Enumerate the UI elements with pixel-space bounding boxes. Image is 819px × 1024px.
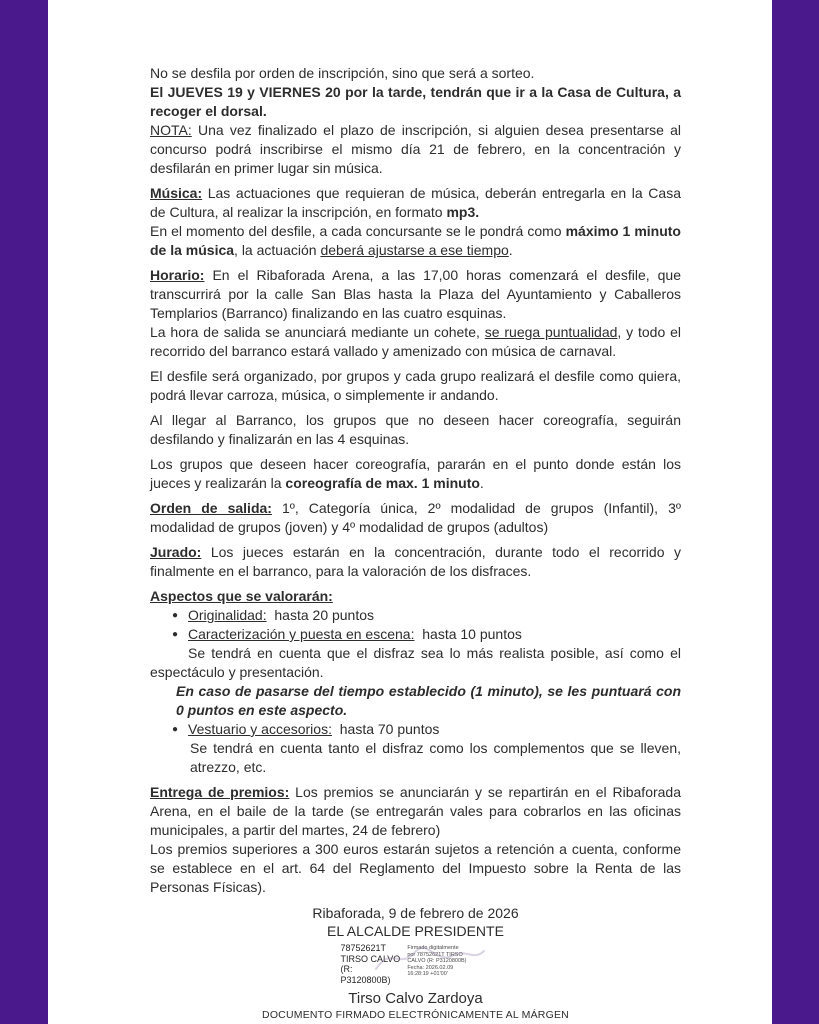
- text-run: Los premios se anunciarán y se repartirán en el Ribaforada Arena, en el baile de la tarde (se entregarán vales para cobrarlos en las oficinas municipales, a partir del martes, 24 de febrero): [150, 784, 681, 838]
- bullet-icon: ●: [172, 610, 179, 621]
- paragraph: [150, 783, 681, 840]
- text-run: Vestuario y accesorios:: [188, 721, 332, 737]
- bullet-item: [150, 625, 681, 644]
- text-run: El desfile será organizado, por grupos y cada grupo realizará el desfile como quiera, podrá llevar carroza, música, o simplemente ir andando.: [150, 368, 681, 403]
- text-run: .: [508, 242, 513, 258]
- stamp-detail-line: Firmado digitalmente: [407, 945, 459, 951]
- bullet-icon: ●: [172, 724, 179, 735]
- paragraph: [150, 367, 681, 405]
- paragraph: [190, 739, 681, 777]
- paragraph: [150, 543, 681, 581]
- text-run: hasta 10 puntos: [414, 626, 522, 642]
- text-run: .: [479, 475, 484, 491]
- paragraph: [150, 455, 681, 493]
- bullet-icon: ●: [172, 629, 179, 640]
- paragraph: [150, 184, 681, 222]
- text-run: Entrega de premios:: [150, 784, 290, 800]
- paragraph: [176, 682, 681, 720]
- stamp-detail-line: CALVO (R: P3120800B): [407, 958, 467, 964]
- paragraph: [150, 323, 681, 361]
- stamp-id-line: 78752621T: [340, 943, 386, 953]
- text-run: deberá ajustarse a ese tiempo: [320, 242, 509, 258]
- text-run: En caso de pasarse del tiempo establecido (1 minuto), se les puntuará con 0 puntos en este aspecto.: [176, 683, 681, 718]
- text-run: Originalidad:: [188, 607, 267, 623]
- text-run: 1º, Categoría única, 2º modalidad de grupos (Infantil), 3º modalidad de grupos (joven) y 4º modalidad de grupos (adultos): [150, 500, 681, 535]
- paragraph: [150, 840, 681, 897]
- text-run: Una vez finalizado el plazo de inscripción, si alguien desea presentarse al concurso podrá inscribirse el mismo día 21 de febrero, en la concentración y desfilarán en primer lugar sin música.: [150, 122, 681, 176]
- text-run: En el momento del desfile, a cada concursante se le pondrá como: [150, 223, 566, 239]
- text-run: Los jueces estarán en la concentración, durante todo el recorrido y finalmente en el barranco, para la valoración de los disfraces.: [150, 544, 681, 579]
- footer-note: DOCUMENTO FIRMADO ELECTRÓNICAMENTE AL MÁRGEN: [262, 1009, 569, 1021]
- text-run: No se desfila por orden de inscripción, sino que será a sorteo.: [150, 65, 535, 81]
- text-run: La hora de salida se anunciará mediante un cohete,: [150, 324, 485, 340]
- paragraph: [150, 83, 681, 121]
- text-run: Se tendrá en cuenta tanto el disfraz como los complementos que se lleven, atrezzo, etc.: [190, 740, 681, 775]
- signer-name: Tirso Calvo Zardoya: [348, 990, 483, 1007]
- text-run: se ruega puntualidad: [484, 324, 618, 340]
- paragraph: [150, 266, 681, 323]
- text-run: hasta 20 puntos: [266, 607, 375, 623]
- text-run: Jurado:: [150, 544, 202, 560]
- text-run: Música:: [150, 185, 203, 201]
- document-page: [48, 0, 772, 1024]
- stamp-detail-line: 16:28:19 +01'00': [407, 971, 448, 977]
- text-run: Las actuaciones que requieran de música, deberán entregarla en la Casa de Cultura, al realizar la inscripción, en formato: [150, 185, 681, 220]
- text-run: NOTA:: [150, 122, 192, 138]
- document-body: [150, 64, 681, 897]
- text-run: En el Ribaforada Arena, a las 17,00 horas comenzará el desfile, que transcurrirá por la calle San Blas hasta la Plaza del Ayuntamiento y Caballeros Templarios (Barranco) finalizando en las cuatro esquinas.: [150, 267, 681, 321]
- stamp-detail-line: Fecha: 2026.02.09: [407, 964, 454, 971]
- text-run: hasta 70 puntos: [331, 721, 440, 737]
- paragraph: [150, 587, 681, 606]
- text-run: Al llegar al Barranco, los grupos que no deseen hacer coreografía, seguirán desfilando y finalizarán en las 4 esquinas.: [150, 412, 681, 447]
- stamp-detail-text: [407, 943, 466, 978]
- stamp-id-text: [340, 943, 400, 985]
- text-run: Aspectos que se valorarán:: [150, 588, 333, 604]
- paragraph: [150, 64, 681, 83]
- paragraph: [150, 121, 681, 178]
- text-run: coreografía de max. 1 minuto: [285, 475, 480, 491]
- paragraph: [150, 411, 681, 449]
- text-run: , la actuación: [234, 242, 321, 258]
- bullet-item: [150, 606, 681, 625]
- text-run: , y todo el recorrido del barranco estará vallado y amenizado con música de carnaval.: [150, 324, 681, 359]
- digital-signature-stamp: [138, 943, 669, 989]
- bullet-item: [150, 720, 681, 739]
- right-border-bar: [772, 0, 819, 1024]
- stamp-detail-line: por 78752621T TIRSO: [407, 951, 463, 958]
- paragraph: [150, 499, 681, 537]
- text-run: máximo 1 minuto de la música: [150, 223, 681, 258]
- stamp-id-line: TIRSO CALVO: [340, 953, 401, 964]
- text-run: El JUEVES 19 y VIERNES 20 por la tarde, tendrán que ir a la Casa de Cultura, a recoger el dorsal.: [150, 84, 681, 119]
- text-run: Se tendrá en cuenta que el disfraz sea lo más realista posible, así como el espectáculo y presentación.: [150, 645, 681, 680]
- text-run: Caracterización y puesta en escena:: [188, 626, 415, 642]
- text-run: Orden de salida:: [150, 500, 272, 516]
- left-border-bar: [0, 0, 48, 1024]
- stamp-id-line: P3120800B): [340, 974, 391, 985]
- paragraph: [150, 644, 681, 682]
- text-run: Los premios superiores a 300 euros estarán sujetos a retención a cuenta, conforme se establece en el art. 64 del Reglamento del Impuesto sobre la Renta de las Personas Físicas).: [150, 841, 681, 895]
- signer-title: EL ALCALDE PRESIDENTE: [327, 923, 504, 939]
- place-date: Ribaforada, 9 de febrero de 2026: [312, 905, 519, 921]
- text-run: Horario:: [150, 267, 205, 283]
- paragraph: [150, 222, 681, 260]
- text-run: Los grupos que deseen hacer coreografía, pararán en el punto donde están los jueces y realizarán la: [150, 456, 681, 491]
- signature-block: [150, 904, 681, 1022]
- stamp-id-line: (R:: [340, 964, 353, 974]
- text-run: mp3.: [446, 204, 480, 220]
